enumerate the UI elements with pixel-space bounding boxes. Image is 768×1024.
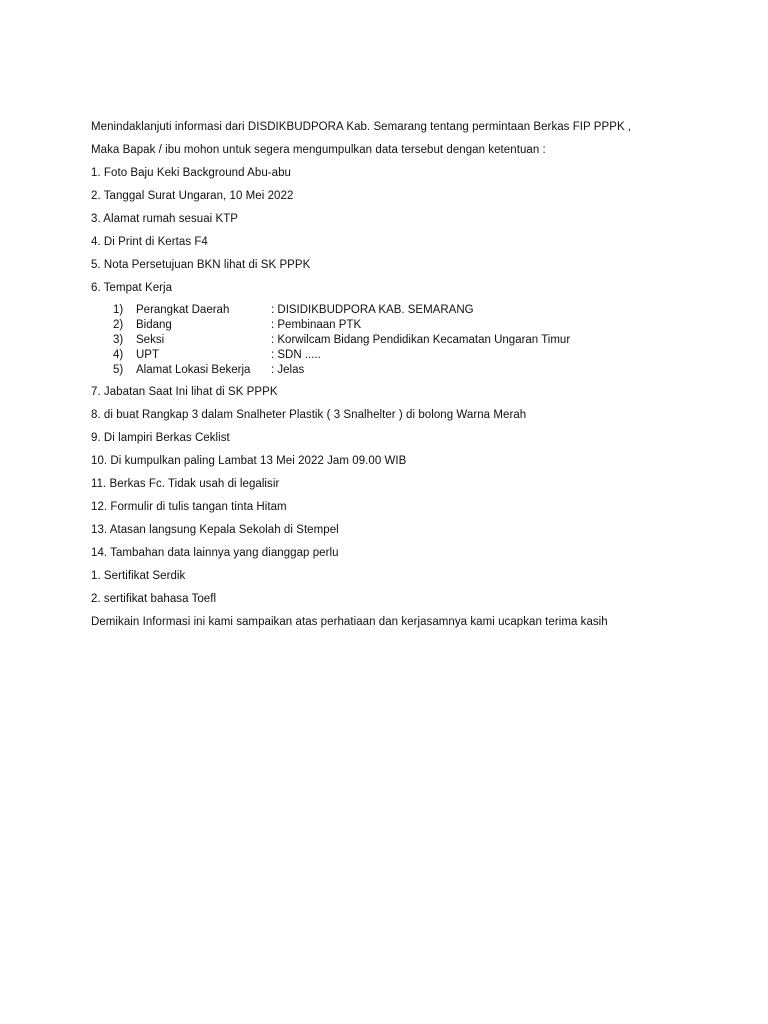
workplace-label: UPT [136, 349, 159, 361]
item-8: 8. di buat Rangkap 3 dalam Snalheter Plastik ( 3 Snalhelter ) di bolong Warna Merah [91, 409, 527, 421]
intro-text: Menindaklanjuti informasi dari DISDIKBUDPORA Kab. Semarang tentang permintaan Berkas FIP PPPK , [91, 121, 632, 133]
extra-item-2: 2. sertifikat bahasa Toefl [91, 593, 217, 605]
item-1: 1. Foto Baju Keki Background Abu-abu [91, 167, 291, 179]
item-5: 5. Nota Persetujuan BKN lihat di SK PPPK [91, 259, 311, 271]
item-2: 2. Tanggal Surat Ungaran, 10 Mei 2022 [91, 190, 294, 202]
workplace-value: : Jelas [271, 364, 305, 376]
workplace-value: : Pembinaan PTK [271, 319, 362, 331]
item-9: 9. Di lampiri Berkas Ceklist [91, 432, 230, 444]
request-text: Maka Bapak / ibu mohon untuk segera mengumpulkan data tersebut dengan ketentuan : [91, 144, 546, 156]
item-7: 7. Jabatan Saat Ini lihat di SK PPPK [91, 386, 278, 398]
workplace-label: Alamat Lokasi Bekerja [136, 364, 251, 376]
workplace-value: : Korwilcam Bidang Pendidikan Kecamatan Ungaran Timur [271, 334, 571, 346]
item-10: 10. Di kumpulkan paling Lambat 13 Mei 2022 Jam 09.00 WIB [91, 455, 407, 467]
item-12: 12. Formulir di tulis tangan tinta Hitam [91, 501, 287, 513]
workplace-value: : DISIDIKBUDPORA KAB. SEMARANG [271, 304, 474, 316]
workplace-num: 5) [113, 364, 124, 376]
workplace-num: 1) [113, 304, 124, 316]
workplace-label: Bidang [136, 319, 172, 331]
item-3: 3. Alamat rumah sesuai KTP [91, 213, 239, 225]
item-14: 14. Tambahan data lainnya yang dianggap perlu [91, 547, 339, 559]
extra-item-1: 1. Sertifikat Serdik [91, 570, 186, 582]
workplace-num: 4) [113, 349, 124, 361]
workplace-value: : SDN ..... [271, 349, 321, 361]
workplace-num: 2) [113, 319, 124, 331]
item-13: 13. Atasan langsung Kepala Sekolah di Stempel [91, 524, 339, 536]
workplace-label: Perangkat Daerah [136, 304, 230, 316]
item-6: 6. Tempat Kerja [91, 282, 173, 294]
item-11: 11. Berkas Fc. Tidak usah di legalisir [91, 478, 280, 490]
workplace-num: 3) [113, 334, 124, 346]
item-4: 4. Di Print di Kertas F4 [91, 236, 208, 248]
closing-text: Demikain Informasi ini kami sampaikan atas perhatiaan dan kerjasamnya kami ucapkan terima kasih [91, 616, 608, 628]
workplace-label: Seksi [136, 334, 165, 346]
